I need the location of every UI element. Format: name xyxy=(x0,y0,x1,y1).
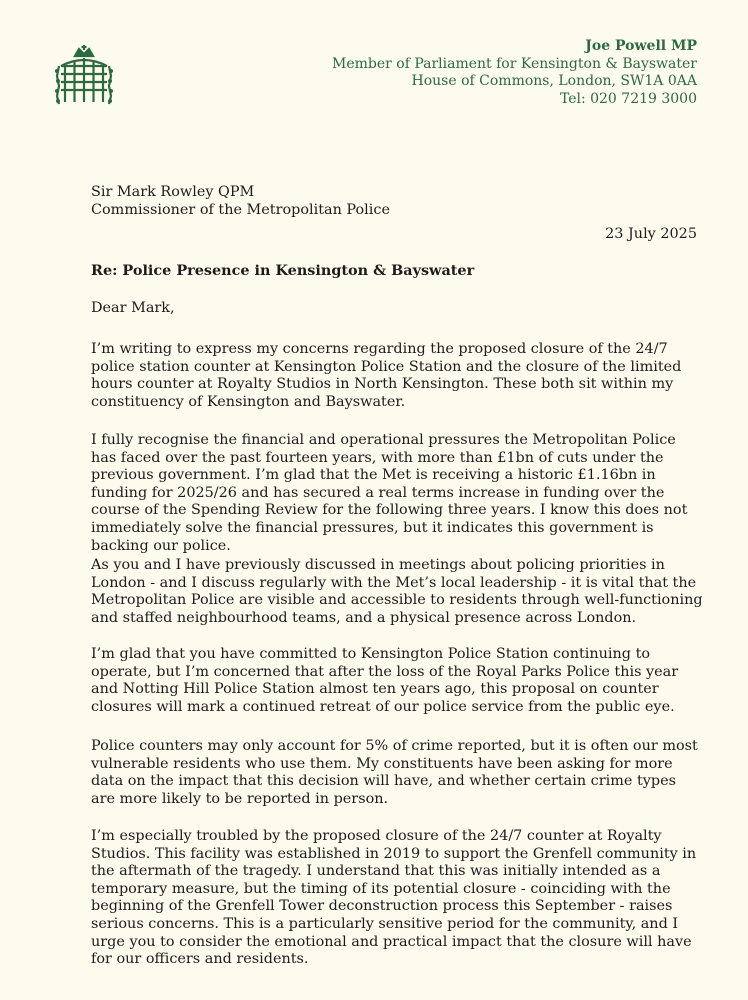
recipient-title: Commissioner of the Metropolitan Police xyxy=(91,201,390,218)
mp-constituency: Member of Parliament for Kensington & Bayswater xyxy=(331,55,697,72)
recipient-block xyxy=(91,184,701,219)
paragraph: As you and I have previously discussed in meetings about policing priorities in London - and I discuss regularly with the Met’s local leadership - it is vital that the Metropolitan Police are visible and accessible to residents through well-functioning and staffed neighbourhood teams, and a physical presence across London. xyxy=(91,557,703,626)
mp-name: Joe Powell MP xyxy=(585,38,697,54)
letter-subject: Re: Police Presence in Kensington & Bayswater xyxy=(91,262,475,279)
recipient-name: Sir Mark Rowley QPM xyxy=(91,184,255,200)
paragraph: I’m especially troubled by the proposed closure of the 24/7 counter at Royalty Studios. This facility was established in 2019 to support the Grenfell community in the aftermath of the tragedy. I understand that this was initially intended as a temporary measure, but the timing of its potential closure - coinciding with the beginning of the Grenfell Tower deconstruction process this September - raises serious concerns. This is a particularly sensitive period for the community, and I urge you to consider the emotional and practical impact that the closure will have for our officers and residents. xyxy=(91,828,697,968)
salutation: Dear Mark, xyxy=(91,300,175,316)
letter-date: 23 July 2025 xyxy=(605,226,697,242)
portcullis-icon xyxy=(55,44,113,106)
paragraph: I’m glad that you have committed to Kensington Police Station continuing to operate, but I’m concerned that after the loss of the Royal Parks Police this year and Notting Hill Police Station almost ten years ago, this proposal on counter closures will mark a continued retreat of our police service from the public eye. xyxy=(91,646,679,715)
mp-telephone: Tel: 020 7219 3000 xyxy=(559,90,697,107)
paragraph: Police counters may only account for 5% of crime reported, but it is often our most vulnerable residents who use them. My constituents have been asking for more data on the impact that this decision will have, and whether certain crime types are more likely to be reported in person. xyxy=(91,738,698,807)
mp-address: House of Commons, London, SW1A 0AA xyxy=(411,73,697,89)
mp-header xyxy=(332,38,697,108)
paragraph: I’m writing to express my concerns regarding the proposed closure of the 24/7 police station counter at Kensington Police Station and the closure of the limited hours counter at Royalty Studios in North Kensington. These both sit within my constituency of Kensington and Bayswater. xyxy=(91,341,682,410)
paragraph: I fully recognise the financial and operational pressures the Metropolitan Police has faced over the past fourteen years, with more than £1bn of cuts under the previous government. I’m glad that the Met is receiving a historic £1.16bn in funding for 2025/26 and has secured a real terms increase in funding over the course of the Spending Review for the following three years. I know this does not immediately solve the financial pressures, but it indicates this government is backing our police. xyxy=(91,432,688,554)
